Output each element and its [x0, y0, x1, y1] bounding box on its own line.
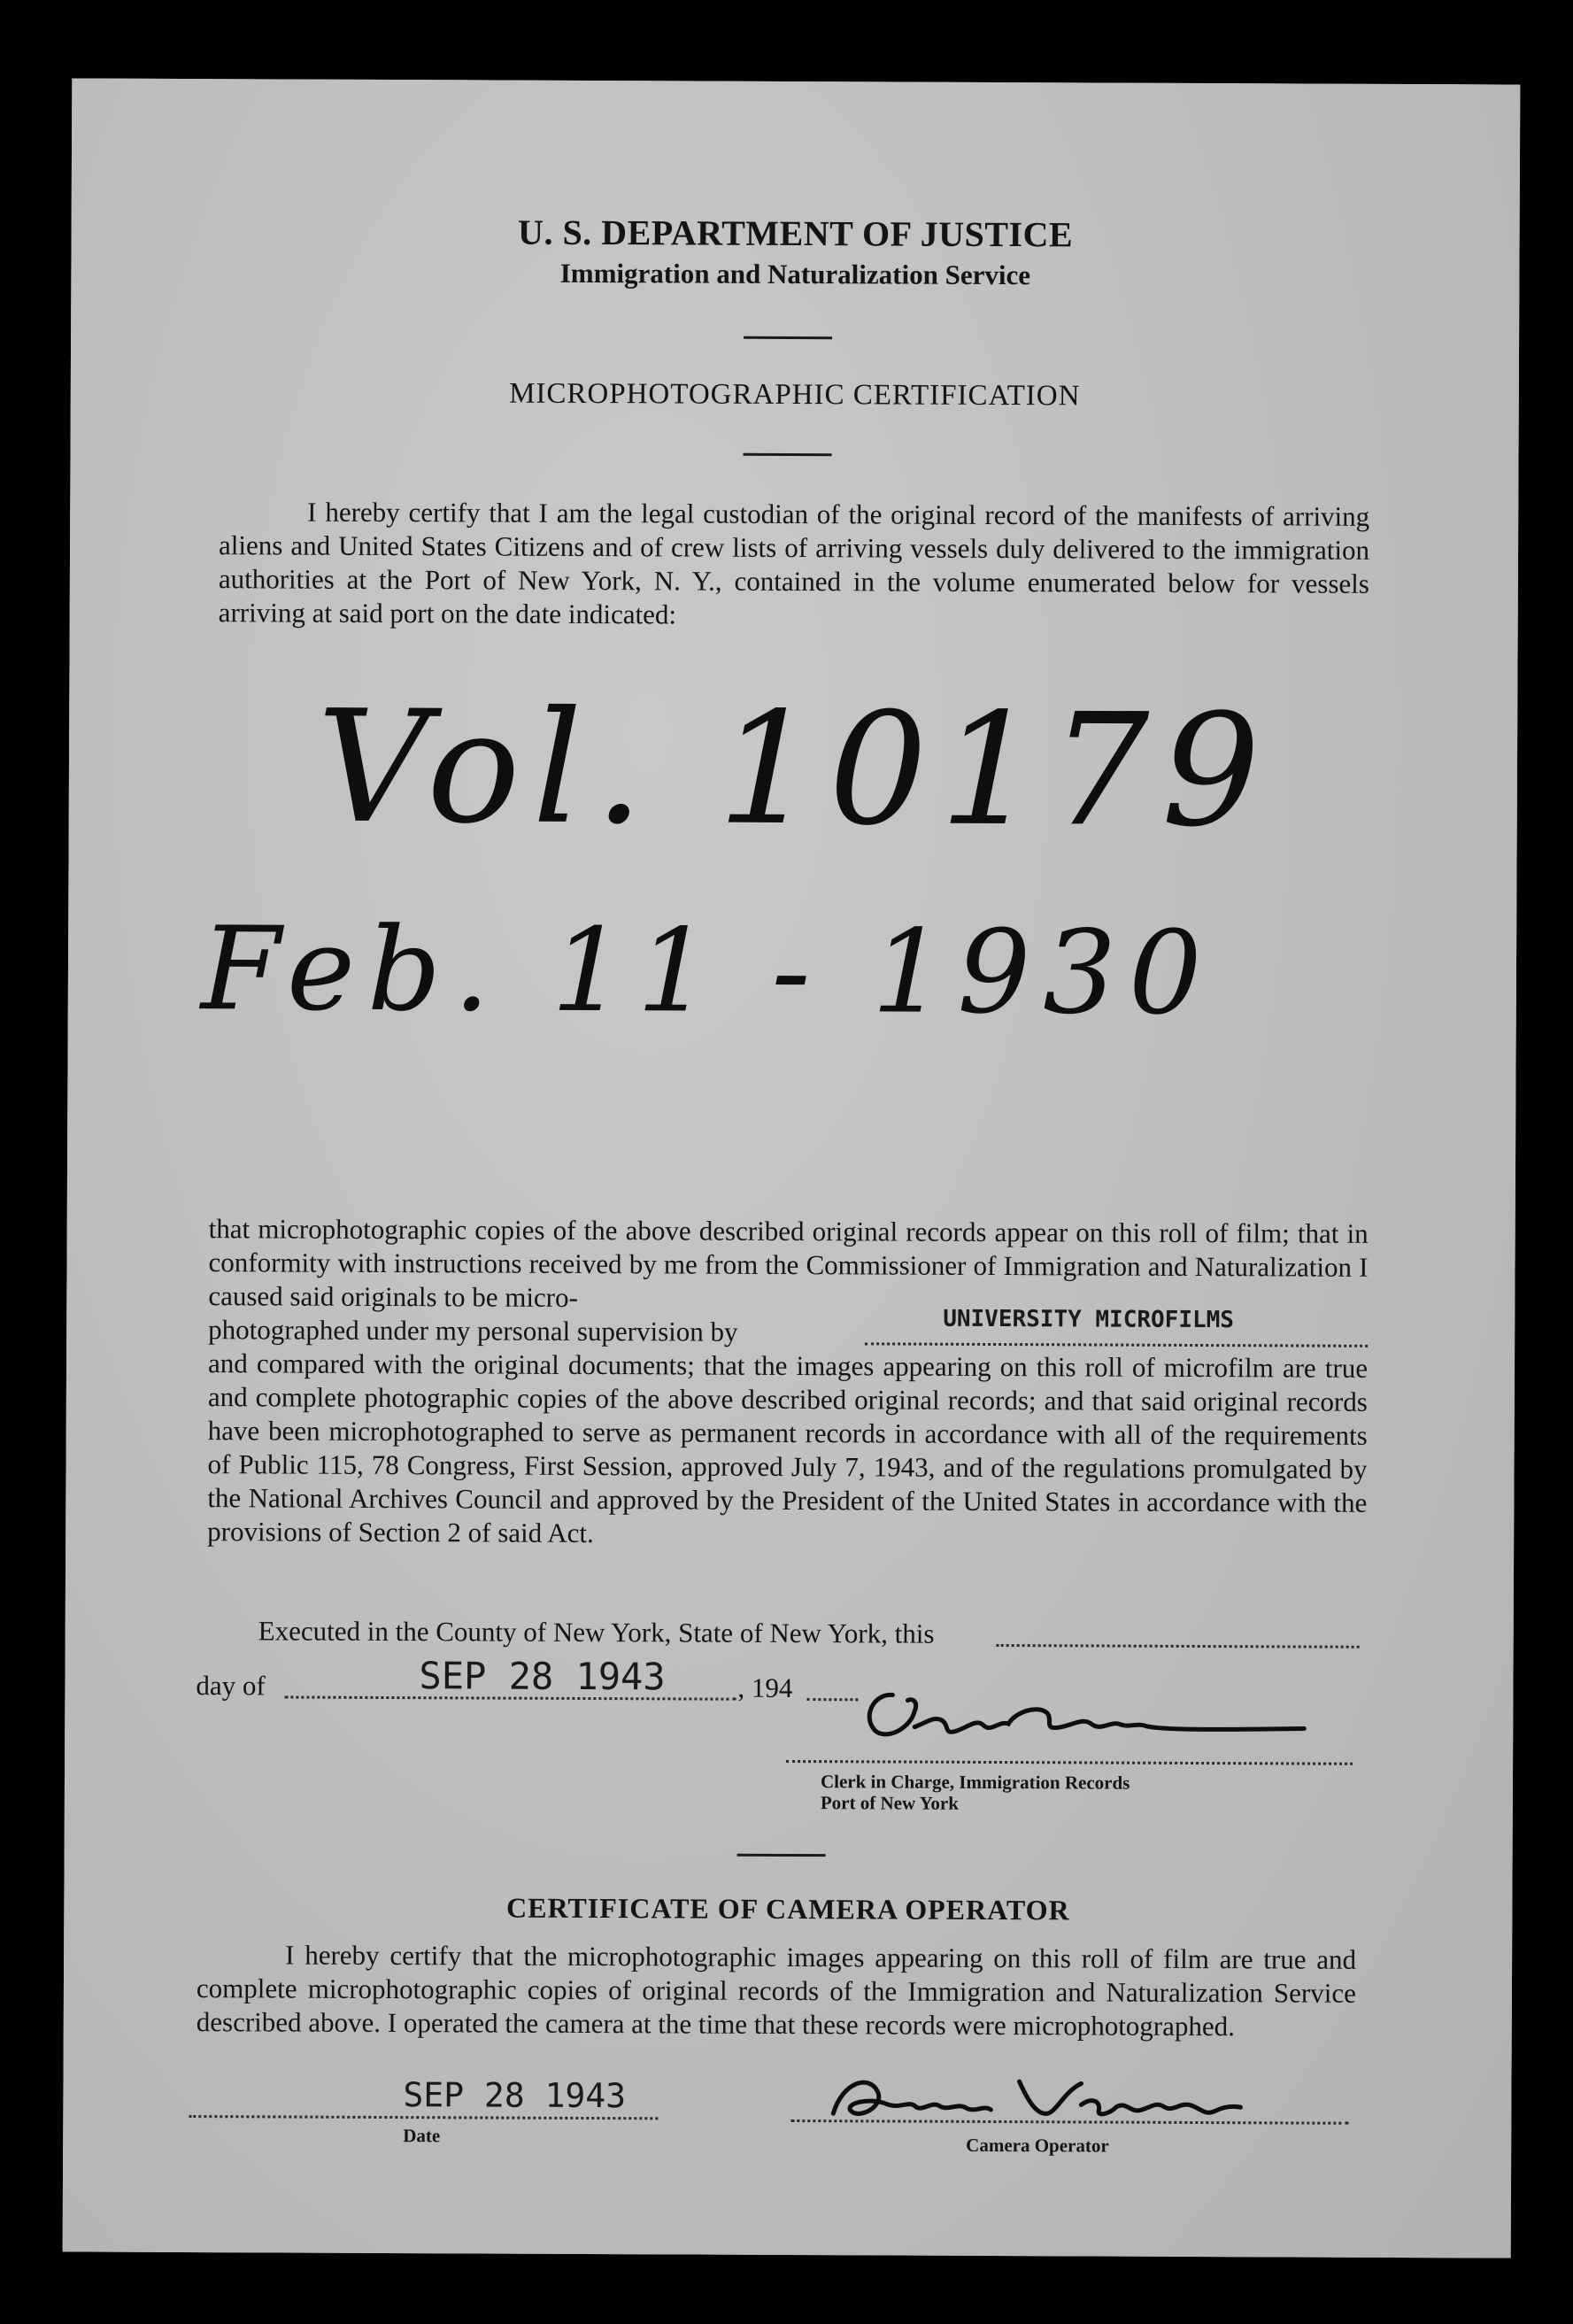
camera-operator-signature: [815, 2065, 1258, 2137]
certificate-page: [63, 78, 1521, 2258]
camera-certificate-title: CERTIFICATE OF CAMERA OPERATOR: [505, 1891, 1070, 1926]
camera-date-stamp: SEP 28 1943: [403, 2075, 627, 2116]
certification-title: MICROPHOTOGRAPHIC CERTIFICATION: [509, 377, 1081, 413]
intro-paragraph: [219, 495, 1370, 635]
year-suffix: , 194: [737, 1672, 793, 1704]
divider: [744, 336, 832, 339]
execution-date-stamp: SEP 28 1943: [419, 1654, 666, 1699]
camera-paragraph: [197, 1938, 1356, 2044]
supervisor-dotted-line: [865, 1342, 1368, 1347]
camera-text: I hereby certify that the microphotographic images appearing on this roll of film are true and complete microphotographic copies of original records of the Immigration and Naturalization Service described above. I operated the camera at the time that these records were microphotographed.: [196, 1939, 1357, 2042]
execution-line: Executed in the County of New York, State of New York, this: [258, 1615, 935, 1649]
divider: [737, 1854, 826, 1857]
supervision-prefix: photographed under my personal supervision by: [208, 1314, 738, 1347]
handwritten-date: Feb. 11 - 1930: [200, 901, 1215, 1041]
department-heading: U. S. DEPARTMENT OF JUSTICE: [518, 212, 1074, 255]
body-text-part3: and compared with the original documents; that the images appearing on this roll of microfilm are true and complete photographic copies of the above described original records; and that said original records have been microphotographed to serve as permanent records in accordance with all of the requirements of Public 115, 78 Congress, First Session, approved July 7, 1943, and of the regulations promulgated by the National Archives Council and approved by the President of the United States in accordance with the provisions of Section 2 of said Act.: [207, 1347, 1369, 1549]
body-text-part1: that microphotographic copies of the above described original records appear on this roll of film; that in conformity with instructions received by me from the Commissioner of Immigration and Naturalization I caused said originals to be micro-: [208, 1213, 1369, 1313]
supervision-line: [208, 1305, 1368, 1352]
camera-operator-label: Camera Operator: [966, 2134, 1109, 2157]
clerk-title-line1: Clerk in Charge, Immigration Records: [820, 1771, 1130, 1794]
clerk-title-line2: Port of New York: [820, 1792, 960, 1814]
service-heading: Immigration and Naturalization Service: [559, 257, 1031, 291]
execution-day-dotted-line: [997, 1644, 1360, 1648]
handwritten-volume: Vol. 10179: [316, 677, 1274, 862]
clerk-signature-dotted-line: [786, 1760, 1353, 1765]
camera-date-dotted-line: [189, 2115, 658, 2119]
divider: [744, 453, 832, 456]
intro-text: I hereby certify that I am the legal custodian of the original record of the manifests of arriving aliens and United States Citizens and of crew lists of arriving vessels duly delivered to the immigration authorities at the Port of New York, N. Y., contained in the volume enumerated below for vessels arriving at said port on the date indicated:: [218, 496, 1370, 630]
clerk-signature: [826, 1675, 1339, 1757]
date-label: Date: [403, 2125, 441, 2147]
supervisor-stamp: UNIVERSITY MICROFILMS: [943, 1305, 1235, 1334]
day-of-label: day of: [196, 1670, 266, 1702]
body-paragraph: [207, 1212, 1369, 1554]
